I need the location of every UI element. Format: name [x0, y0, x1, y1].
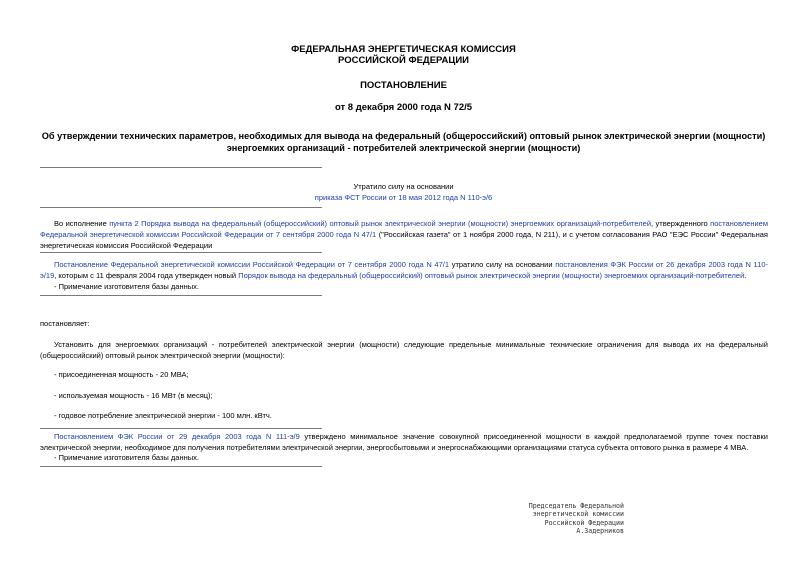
preamble-text: , утвержденного: [651, 219, 711, 228]
list-item: - используемая мощность - 16 МВт (в месяц);: [54, 391, 213, 400]
signatory-title-1: Председатель Федеральной: [528, 502, 624, 510]
preamble-text: Во исполнение: [54, 219, 110, 228]
editor-remark-2: - Примечание изготовителя базы данных.: [54, 453, 199, 462]
editor-note-1: [40, 259, 768, 281]
divider: [40, 252, 322, 253]
repeal-text: Утратило силу на основании: [353, 182, 454, 191]
document-type: ПОСТАНОВЛЕНИЕ: [360, 80, 447, 91]
document-date-number: от 8 декабря 2000 года N 72/5: [334, 102, 473, 113]
editor-note-2: [40, 431, 768, 453]
repeal-link-container: [0, 193, 807, 202]
list-item: - годовое потребление электрической энергии - 100 млн. кВтч.: [54, 411, 272, 420]
preamble-paragraph: [40, 218, 768, 251]
main-paragraph: Установить для энергоемких организаций - потребителей электрической энергии (мощности) следующие предельные минимальные технические ограничения для вывода их на федеральный (общероссийский) оптовый рынок электрической энергии (мощности):: [40, 340, 768, 360]
fek-resolution-111-link[interactable]: Постановлением ФЭК России от 29 декабря 2003 года N 111-э/9: [54, 432, 300, 441]
note-text: утверждено минимальное значение совокупной присоединенной мощности в каждой предполагаемой группе точек поставки электрической энергии, необходимое для получения потребителями электрической энергии, энергосбытовыми и энергоснабжающими организациями статуса субъекта оптового рынка в размере 4 МВА.: [40, 432, 768, 452]
note-text: .: [744, 271, 747, 280]
divider: [40, 295, 322, 296]
divider: [40, 428, 322, 429]
order-clause-link[interactable]: пункта 2 Порядка вывода на федеральный (общероссийский) оптовый рынок электрической энергии (мощности) энергоемких организаций-потребителей: [109, 219, 652, 228]
signatory-title-3: Российской Федерации: [544, 519, 624, 527]
title-line-1: Об утверждении технических параметров, необходимых для вывода на федеральный (общероссийский) оптовый рынок электрической энергии (мощности): [41, 131, 766, 141]
editor-remark-1: - Примечание изготовителя базы данных.: [54, 282, 199, 291]
list-item: - присоединенная мощность - 20 МВА;: [54, 370, 189, 379]
issuer-line-1: ФЕДЕРАЛЬНАЯ ЭНЕРГЕТИЧЕСКАЯ КОМИССИЯ: [291, 44, 516, 55]
note-text: , которым с 11 февраля 2004 года утвержден новый: [54, 271, 239, 280]
divider: [40, 167, 322, 168]
decides-label: постановляет:: [40, 319, 90, 328]
issuer-line-2: РОССИЙСКОЙ ФЕДЕРАЦИИ: [337, 55, 469, 66]
fek-resolution-link[interactable]: постановлением Федеральной энергетической комиссии Российской Федерации от 7 сентября 2000 года N 47/1: [40, 219, 768, 239]
signatory-name: А.Задерников: [576, 527, 624, 535]
new-order-link[interactable]: Порядок вывода на федеральный (общероссийский) оптовый рынок электрической энергии (мощности) энергоемких организаций-потребителей: [238, 271, 745, 280]
preamble-text: ("Российская газета" от 1 ноября 2000 года, N 211), и с учетом согласования РАО "ЕЭС России" Федеральная энергетическая комиссия Российской Федерации: [40, 230, 768, 250]
signatory-title-2: энергетической комиссии: [532, 510, 624, 518]
fek-resolution-110-link[interactable]: постановления ФЭК России от 26 декабря 2003 года N 110-э/19: [40, 260, 768, 280]
repeal-link[interactable]: приказа ФСТ России от 18 мая 2012 года N 110-э/6: [314, 193, 493, 202]
note-text: утратило силу на основании: [449, 260, 556, 269]
fek-resolution-47-1-link[interactable]: Постановление Федеральной энергетической комиссии Российской Федерации от 7 сентября 2000 года N 47/1: [54, 260, 450, 269]
title-line-2: энергоемких организаций - потребителей электрической энергии (мощности): [226, 143, 581, 153]
divider: [40, 466, 322, 467]
divider: [40, 207, 322, 208]
